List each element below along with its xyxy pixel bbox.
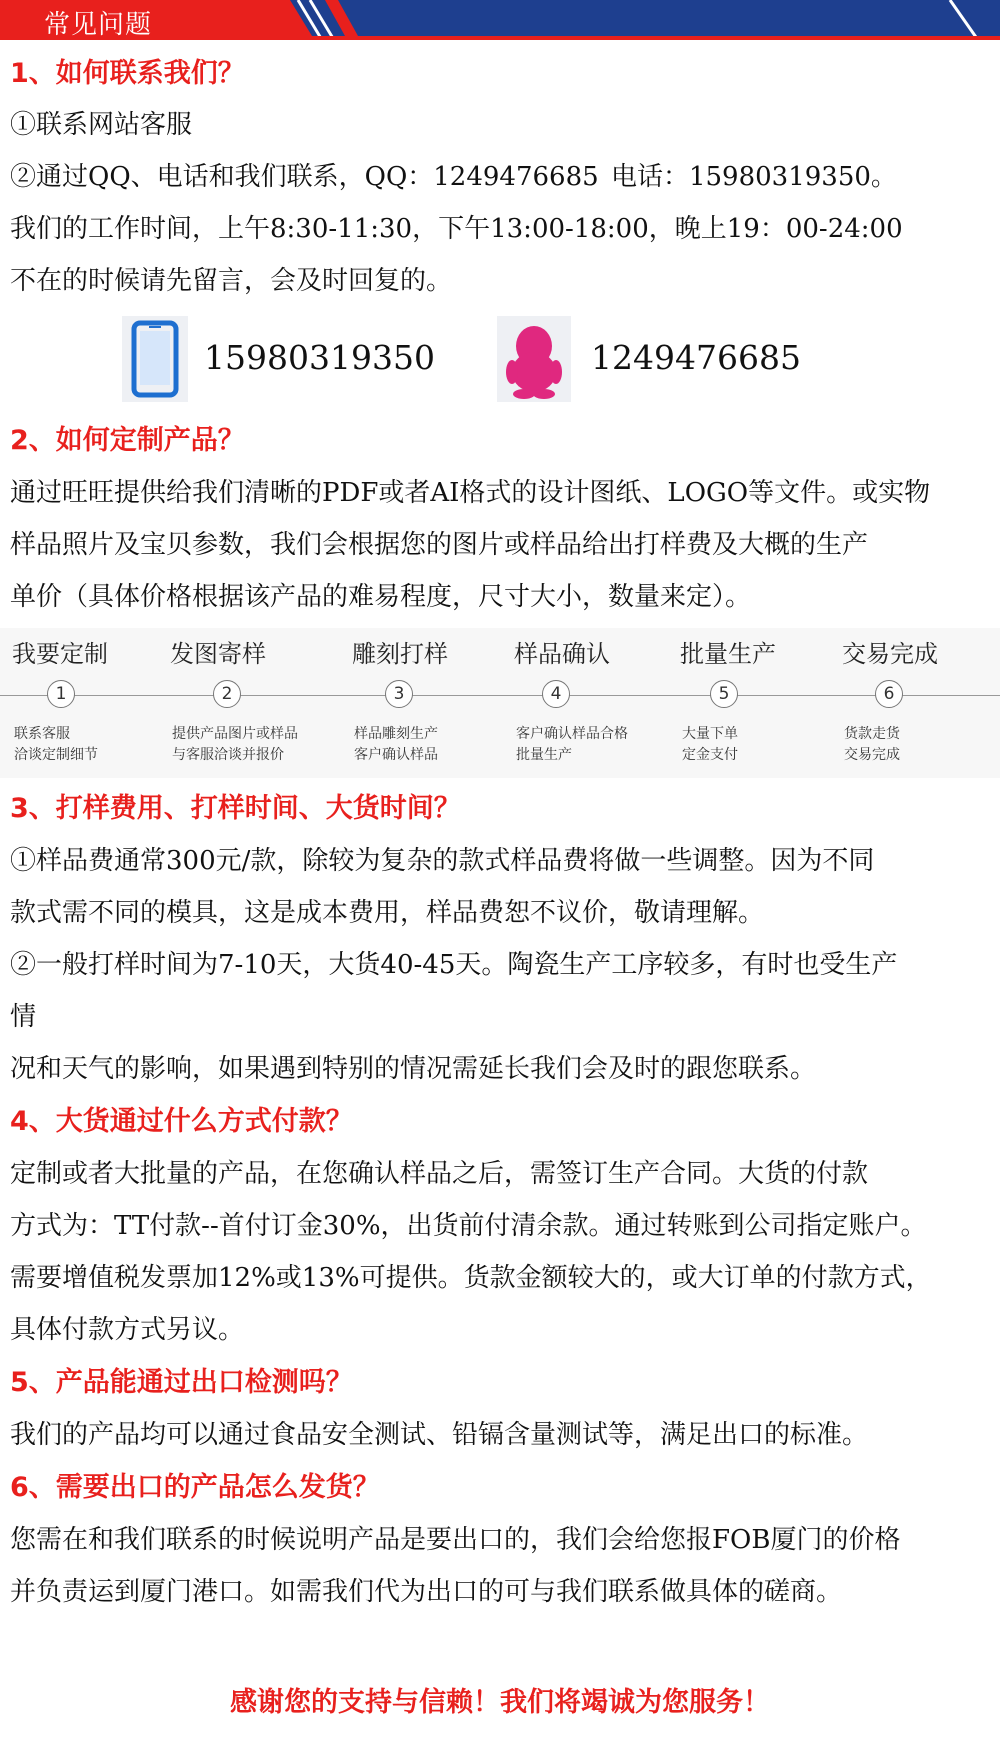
step-number: 4 — [542, 680, 570, 708]
process-step-2 — [170, 628, 330, 778]
process-step-3 — [352, 628, 512, 778]
contact-row — [0, 316, 1000, 402]
section-5-line-1: 我们的产品均可以通过食品安全测试、铅镉含量测试等，满足出口的标准。 — [10, 1420, 869, 1450]
step-title: 交易完成 — [842, 640, 938, 668]
process-steps — [0, 628, 1000, 778]
step-title: 批量生产 — [680, 640, 776, 668]
step-title: 样品确认 — [514, 640, 610, 668]
qq-number: 1249476685 — [591, 338, 801, 377]
step-number: 2 — [213, 680, 241, 708]
section-1-line-3: 我们的工作时间，上午8:30-11:30，下午13:00-18:00，晚上19：00-24:00 — [10, 214, 903, 244]
step-description: 提供产品图片或样品 与客服洽谈并报价 — [172, 726, 298, 763]
section-3-line-4: 情 — [10, 1002, 37, 1032]
process-step-5 — [680, 628, 840, 778]
step-number: 1 — [47, 680, 75, 708]
process-step-6 — [842, 628, 1000, 778]
section-5-heading: 5、产品能通过出口检测吗？ — [10, 1367, 353, 1398]
section-2-line-3: 单价（具体价格根据该产品的难易程度，尺寸大小，数量来定）。 — [10, 582, 752, 612]
page-title: 常见问题 — [44, 10, 153, 40]
step-number: 3 — [385, 680, 413, 708]
section-2-line-1: 通过旺旺提供给我们清晰的PDF或者AI格式的设计图纸、LOGO等文件。或实物 — [10, 478, 931, 508]
step-description: 联系客服 洽谈定制细节 — [14, 726, 98, 763]
step-description: 货款走货 交易完成 — [844, 726, 900, 763]
section-1-line-1: ①联系网站客服 — [10, 110, 193, 140]
section-4-line-3: 需要增值税发票加12%或13%可提供。货款金额较大的，或大订单的付款方式， — [10, 1263, 932, 1293]
section-6-line-1: 您需在和我们联系的时候说明产品是要出口的，我们会给您报FOB厦门的价格 — [10, 1525, 901, 1555]
section-2-line-2: 样品照片及宝贝参数，我们会根据您的图片或样品给出打样费及大概的生产 — [10, 530, 869, 560]
step-number: 5 — [710, 680, 738, 708]
section-4-heading: 4、大货通过什么方式付款？ — [10, 1106, 353, 1137]
phone-icon — [122, 316, 188, 402]
qq-penguin-icon — [497, 316, 571, 402]
step-title: 雕刻打样 — [352, 640, 448, 668]
phone-number: 15980319350 — [204, 338, 435, 377]
process-step-4 — [514, 628, 674, 778]
section-4-line-2: 方式为：TT付款--首付订金30%，出货前付清余款。通过转账到公司指定账户。 — [10, 1211, 927, 1241]
section-2-heading: 2、如何定制产品？ — [10, 425, 245, 456]
section-3-line-1: ①样品费通常300元/款，除较为复杂的款式样品费将做一些调整。因为不同 — [10, 846, 875, 876]
section-4-line-4: 具体付款方式另议。 — [10, 1315, 245, 1345]
section-1-line-2: ②通过QQ、电话和我们联系，QQ：1249476685 电话：15980319350。 — [10, 162, 897, 192]
section-3-line-3: ②一般打样时间为7-10天，大货40-45天。陶瓷生产工序较多，有时也受生产 — [10, 950, 898, 980]
closing-message: 感谢您的支持与信赖！我们将竭诚为您服务！ — [230, 1687, 770, 1718]
step-title: 发图寄样 — [170, 640, 266, 668]
process-step-1 — [12, 628, 172, 778]
step-title: 我要定制 — [12, 640, 108, 668]
section-6-line-2: 并负责运到厦门港口。如需我们代为出口的可与我们联系做具体的磋商。 — [10, 1577, 843, 1607]
section-1-line-4: 不在的时候请先留言，会及时回复的。 — [10, 266, 453, 296]
step-description: 样品雕刻生产 客户确认样品 — [354, 726, 438, 763]
step-number: 6 — [875, 680, 903, 708]
section-4-line-1: 定制或者大批量的产品，在您确认样品之后，需签订生产合同。大货的付款 — [10, 1159, 869, 1189]
step-description: 客户确认样品合格 批量生产 — [516, 726, 628, 763]
step-description: 大量下单 定金支付 — [682, 726, 738, 763]
section-3-heading: 3、打样费用、打样时间、大货时间？ — [10, 793, 461, 824]
section-1-heading: 1、如何联系我们？ — [10, 58, 245, 89]
section-6-heading: 6、需要出口的产品怎么发货？ — [10, 1472, 380, 1503]
section-3-line-5: 况和天气的影响，如果遇到特别的情况需延长我们会及时的跟您联系。 — [10, 1054, 817, 1084]
section-3-line-2: 款式需不同的模具，这是成本费用，样品费恕不议价，敬请理解。 — [10, 898, 765, 928]
